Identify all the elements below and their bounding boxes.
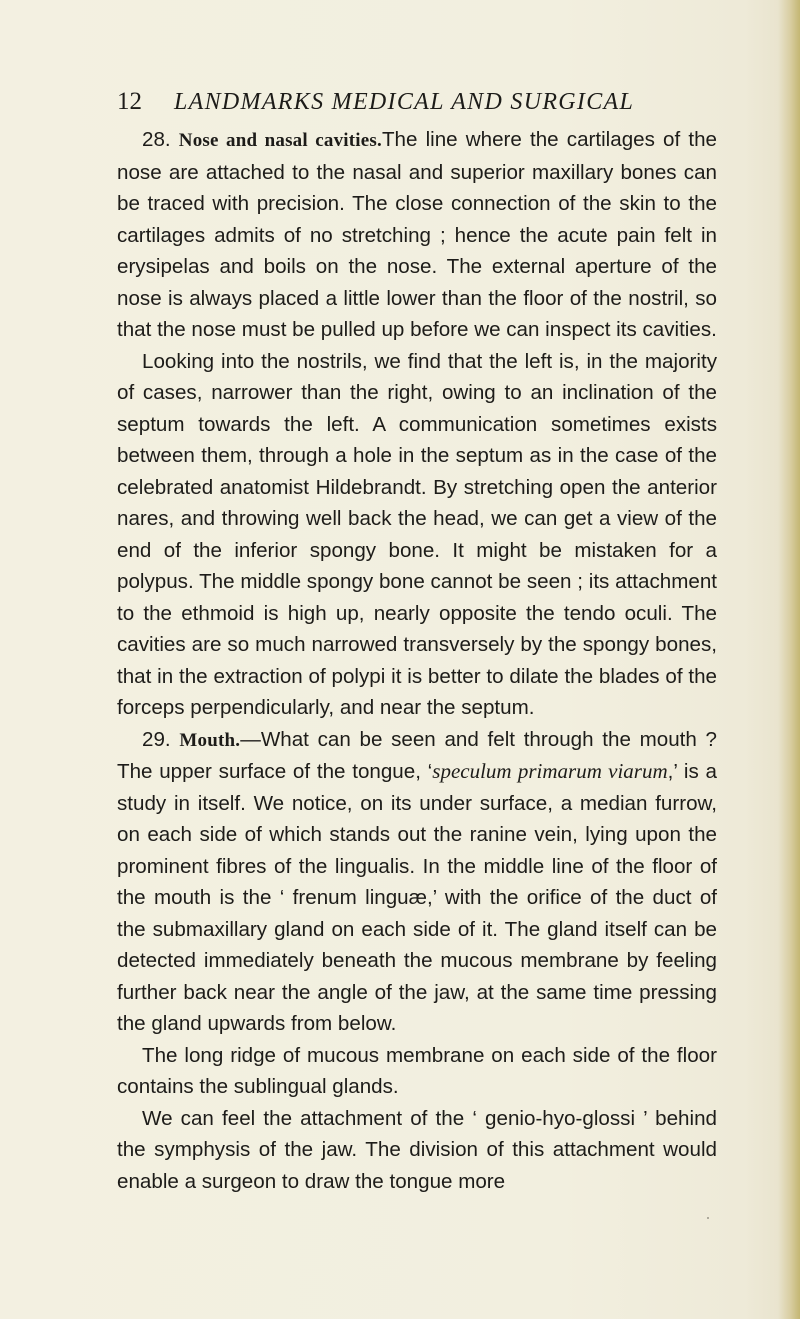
paragraph-text: —What can be seen and felt through the mouth ? The upper surface of the tongue, ‘ [117, 727, 717, 783]
page-header [117, 82, 727, 122]
page-number: 12 [117, 88, 142, 115]
section-number: 28. [142, 128, 171, 151]
section-number: 29. [142, 727, 171, 751]
paragraph-genio-hyo-glossi: We can feel the attachment of the ‘ genio-hyo-glossi ’ behind the symphysis of the jaw. The division of this attachment would enable a surgeon to draw the tongue more [117, 1106, 717, 1193]
paragraph-text: ,’ is a study in itself. We notice, on its under surface, a median furrow, on each side of which stands out the ranine vein, lying upon the prominent fibres of the lingualis. In the middle line of the floor of the mouth is the ‘ frenum linguæ,’ with the orifice of the duct of the submaxillary gland on each side of it. The gland itself can be detected immediately beneath the mucous membrane by feeling further back near the angle of the jaw, at the same time pressing the gland upwards from below. [117, 760, 717, 1035]
paragraph-sublingual: The long ridge of mucous membrane on each side of the floor contains the sublingual glands. [117, 1043, 717, 1098]
page-edge-shadow [778, 0, 800, 1319]
body-text [117, 124, 717, 1197]
paragraph-text: The line where the cartilages of the nose are attached to the nasal and superior maxillary bones can be traced with precision. The close connection of the skin to the cartilages admits of no stretching ; hence the acute pain felt in erysipelas and boils on the nose. The external aperture of the nose is always placed a little lower than the floor of the nostril, so that the nose must be pulled up before we can inspect its cavities. [117, 128, 717, 341]
running-head: LANDMARKS MEDICAL AND SURGICAL [174, 89, 635, 115]
paragraph-nose-intro [117, 124, 717, 346]
section-heading-mouth: Mouth. [179, 729, 241, 751]
paragraph-nostrils: Looking into the nostrils, we find that the left is, in the majority of cases, narrower than the right, owing to an inclination of the septum towards the left. A communication sometimes exists between them, through a hole in the septum as in the case of the celebrated anatomist Hildebrandt. By stretching open the anterior nares, and throwing well back the head, we can get a view of the end of the inferior spongy bone. It might be mistaken for a polypus. The middle spongy bone cannot be seen ; its attachment to the ethmoid is high up, nearly opposite the tendo oculi. The cavities are so much narrowed transversely by the spongy bones, that in the extraction of polypi it is better to dilate the blades of the forceps perpendicularly, and near the septum. [117, 349, 717, 719]
section-heading-nose: Nose and nasal cavities. [178, 130, 382, 151]
paper-speck [707, 1217, 709, 1219]
paragraph-mouth-intro [117, 724, 717, 1040]
latin-phrase: speculum primarum viarum [432, 759, 668, 783]
